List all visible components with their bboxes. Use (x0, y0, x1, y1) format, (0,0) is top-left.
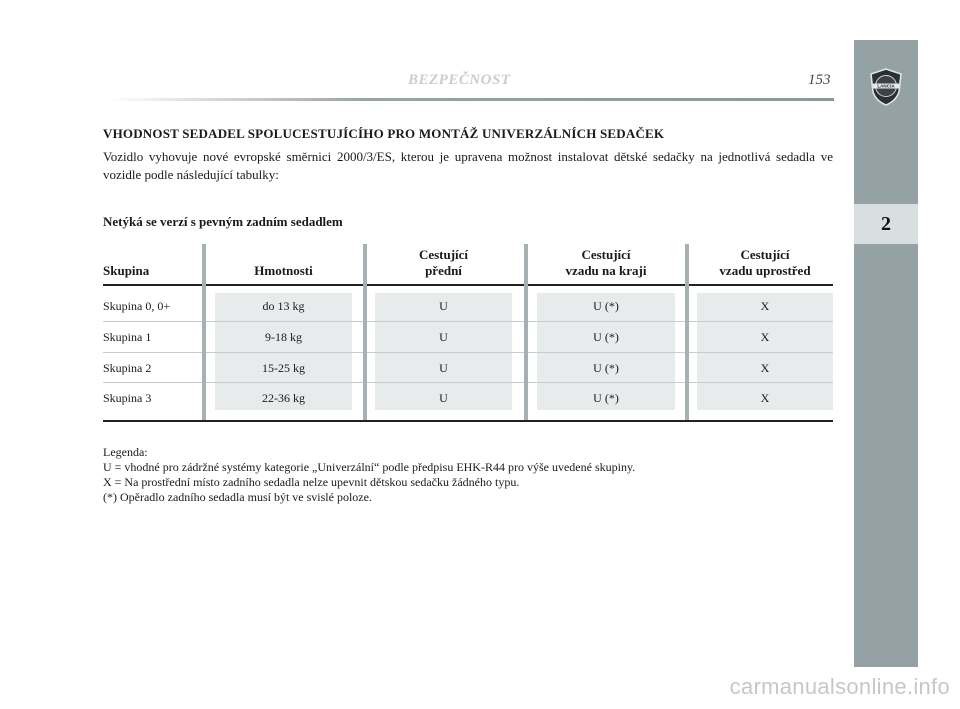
column-header-weight (215, 247, 352, 279)
column-header-rear-center (697, 247, 833, 279)
column-divider (363, 244, 367, 420)
table-cell-weight: do 13 kg (262, 299, 305, 313)
row-divider (103, 382, 833, 383)
column-divider (202, 244, 206, 420)
intro-paragraph: Vozidlo vyhovuje nové evropské směrnici 2000/3/ES, kterou je upravena možnost instalovat dětské sedačky na jednotlivá sedadla ve vozidle podle následující tabulky: (103, 149, 833, 182)
page-header-section-title: BEZPEČNOST (408, 72, 511, 88)
table-cell-group: Skupina 3 (103, 391, 152, 405)
table-cell-rear-outer: U (*) (593, 299, 619, 313)
legend (103, 445, 635, 505)
page-number: 153 (808, 72, 831, 88)
table-cell-front: U (439, 330, 448, 344)
column-header-line2: vzadu na kraji (565, 263, 647, 278)
table-cell-front: U (439, 361, 448, 375)
table-cell-front: U (439, 299, 448, 313)
section-title: VHODNOST SEDADEL SPOLUCESTUJÍCÍHO PRO MONTÁŽ UNIVERZÁLNÍCH SEDAČEK (103, 126, 665, 141)
column-header-rear-outer (537, 247, 675, 279)
table-cell-group: Skupina 1 (103, 330, 152, 344)
table-cell-front: U (439, 391, 448, 405)
chapter-tab[interactable]: 2 (854, 204, 918, 244)
table-cell-rear-center: X (760, 299, 770, 313)
legend-line-note: (*) Opěradlo zadního sedadla musí být ve svislé poloze. (103, 490, 372, 504)
column-header-line1 (215, 247, 352, 263)
table-cell-group: Skupina 2 (103, 361, 152, 375)
logo-text: LANCIA (877, 83, 895, 89)
row-divider (103, 352, 833, 353)
header-rule (108, 98, 834, 101)
legend-line-u: U = vhodné pro zádržné systémy kategorie „Univerzální“ podle předpisu EHK-R44 pro výše uvedené skupiny. (103, 460, 636, 474)
column-header-line2: přední (425, 263, 462, 278)
table-cell-rear-outer: U (*) (593, 361, 619, 375)
table-cell-rear-outer: U (*) (593, 330, 619, 344)
column-header-line2: Hmotnosti (254, 263, 313, 278)
table-cell-rear-center: X (760, 330, 770, 344)
table-top-rule (103, 284, 833, 286)
table-cell-weight: 22-36 kg (262, 391, 305, 405)
column-header-group (103, 247, 203, 279)
table-cell-rear-center: X (760, 391, 770, 405)
table-caption: Netýká se verzí s pevným zadním sedadlem (103, 214, 343, 229)
table-bottom-rule (103, 420, 833, 422)
legend-heading: Legenda: (103, 445, 148, 459)
table-cell-group: Skupina 0, 0+ (103, 299, 171, 313)
legend-line-x: X = Na prostřední místo zadního sedadla nelze upevnit dětskou sedačku žádného typu. (103, 475, 520, 489)
column-header-line1: Cestující (581, 247, 631, 262)
column-header-line2: Skupina (103, 263, 150, 278)
column-header-line2: vzadu uprostřed (719, 263, 811, 278)
watermark: carmanualsonline.info (729, 674, 950, 699)
column-header-line1 (103, 247, 203, 263)
column-header-line1: Cestující (740, 247, 790, 262)
column-divider (685, 244, 689, 420)
table-cell-rear-outer: U (*) (593, 391, 619, 405)
column-divider (524, 244, 528, 420)
table-cell-weight: 9-18 kg (265, 330, 302, 344)
column-header-line1: Cestující (418, 247, 469, 262)
row-divider (103, 321, 833, 322)
table-cell-weight: 15-25 kg (262, 361, 305, 375)
chapter-sidebar (854, 40, 918, 667)
column-header-front-passenger (375, 247, 512, 279)
lancia-logo-icon (869, 68, 903, 106)
table-cell-rear-center: X (760, 361, 770, 375)
